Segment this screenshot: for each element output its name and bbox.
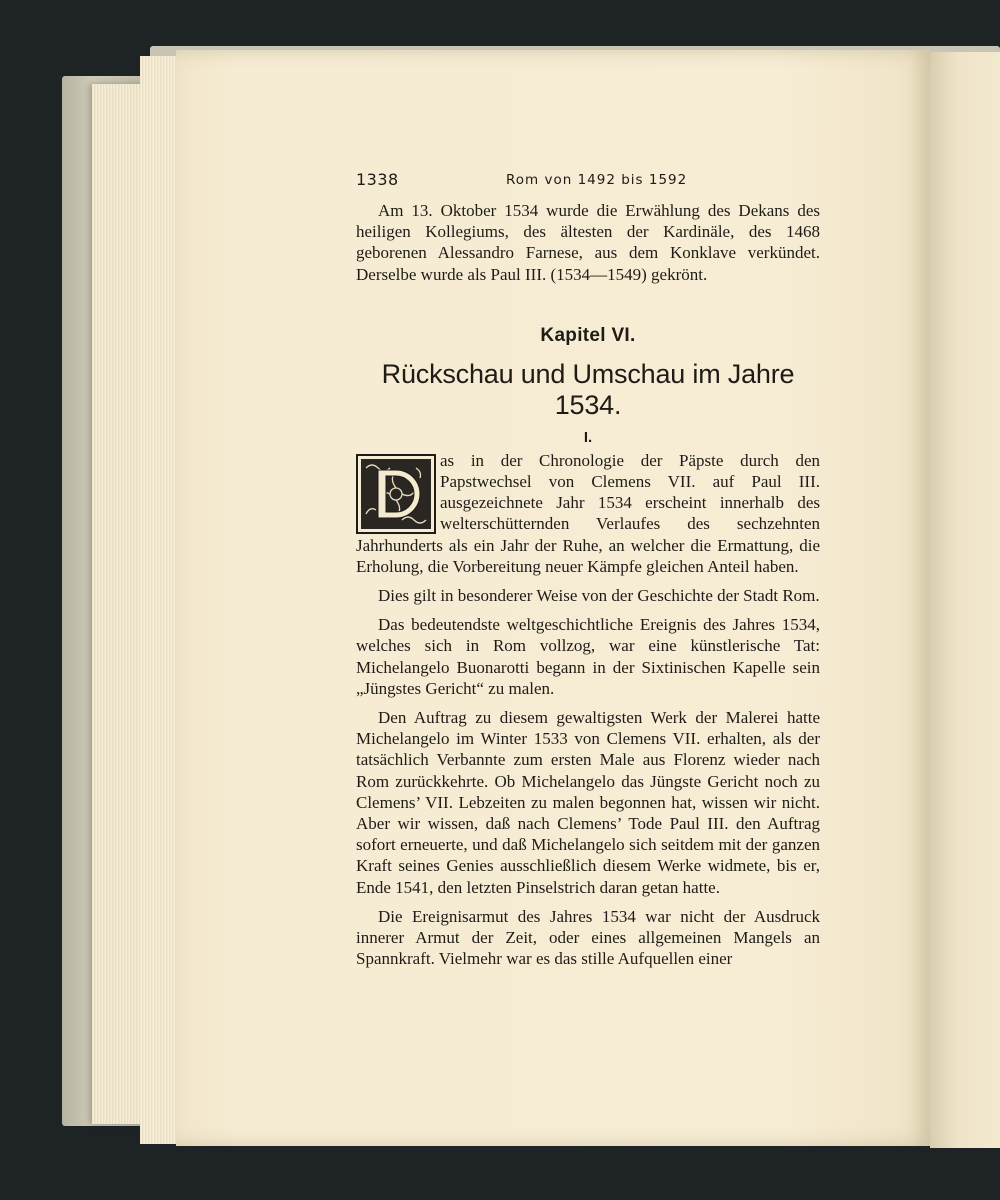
paragraph-1: as in der Chronologie der Päpste durch den Papstwechsel von Clemens VII. auf Paul III. ausgezeichnete Jahr 1534 erscheint innerhalb des welterschütternden Verlaufes des sechzehnten Jahrhunderts als ein Jahr der Ruhe, an welcher die Ermattung, die Erholung, die Vorbereitung neuer Kämpfe gleichen Anteil haben. — [356, 450, 820, 576]
decorated-initial-d — [356, 454, 436, 534]
page-number: 1338 — [356, 170, 399, 189]
paragraph-5: Die Ereignisarmut des Jahres 1534 war nicht der Ausdruck innerer Armut der Zeit, oder eines allgemeinen Mangels an Spannkraft. Vielmehr war es das stille Aufquellen einer — [356, 906, 820, 969]
first-paragraph-block — [356, 450, 820, 577]
page-text-block — [356, 170, 820, 969]
opening-paragraph: Am 13. Oktober 1534 wurde die Erwählung des Dekans des heiligen Kollegiums, des ältesten der Kardinäle, des 1468 geborenen Alessandro Farnese, aus dem Konklave verkündet. Derselbe wurde als Paul III. (1534—1549) gekrönt. — [356, 201, 820, 284]
running-title: Rom von 1492 bis 1592 — [506, 172, 688, 188]
page-edges-inner — [140, 56, 180, 1144]
facing-page-edge — [930, 52, 1000, 1148]
section-number: I. — [583, 428, 593, 446]
paragraph-2: Dies gilt in besonderer Weise von der Geschichte der Stadt Rom. — [378, 586, 820, 606]
paragraph-3: Das bedeutendste weltgeschichtliche Ereignis des Jahres 1534, welches sich in Rom vollzog, war eine künstlerische Tat: Michelangelo Buonarotti begann in der Sixtinischen Kapelle sein „Jüngstes Gericht“ zu malen. — [356, 615, 820, 698]
chapter-title: Rückschau und Umschau im Jahre 1534. — [381, 358, 795, 420]
ornament-initial-icon — [356, 454, 436, 534]
paragraph-4: Den Auftrag zu diesem gewaltigsten Werk der Malerei hatte Michelangelo im Winter 1533 von Clemens VII. erhalten, als der tatsächlich Verbannte zum ersten Male aus Florenz wieder nach Rom zurückkehrte. Ob Michelangelo das Jüngste Gericht noch zu Clemens’ VII. Lebzeiten zu malen begonnen hat, wissen wir nicht. Aber wir wissen, daß nach Clemens’ Tode Paul III. den Auftrag sofort erneuerte, und daß Michelangelo sich seitdem mit der ganzen Kraft seines Genies ausschließlich diesem Werke widmete, bis er, Ende 1541, den letzten Pinselstrich daran getan hatte. — [356, 708, 820, 897]
running-head — [356, 170, 820, 200]
chapter-label: Kapitel VI. — [540, 324, 636, 346]
